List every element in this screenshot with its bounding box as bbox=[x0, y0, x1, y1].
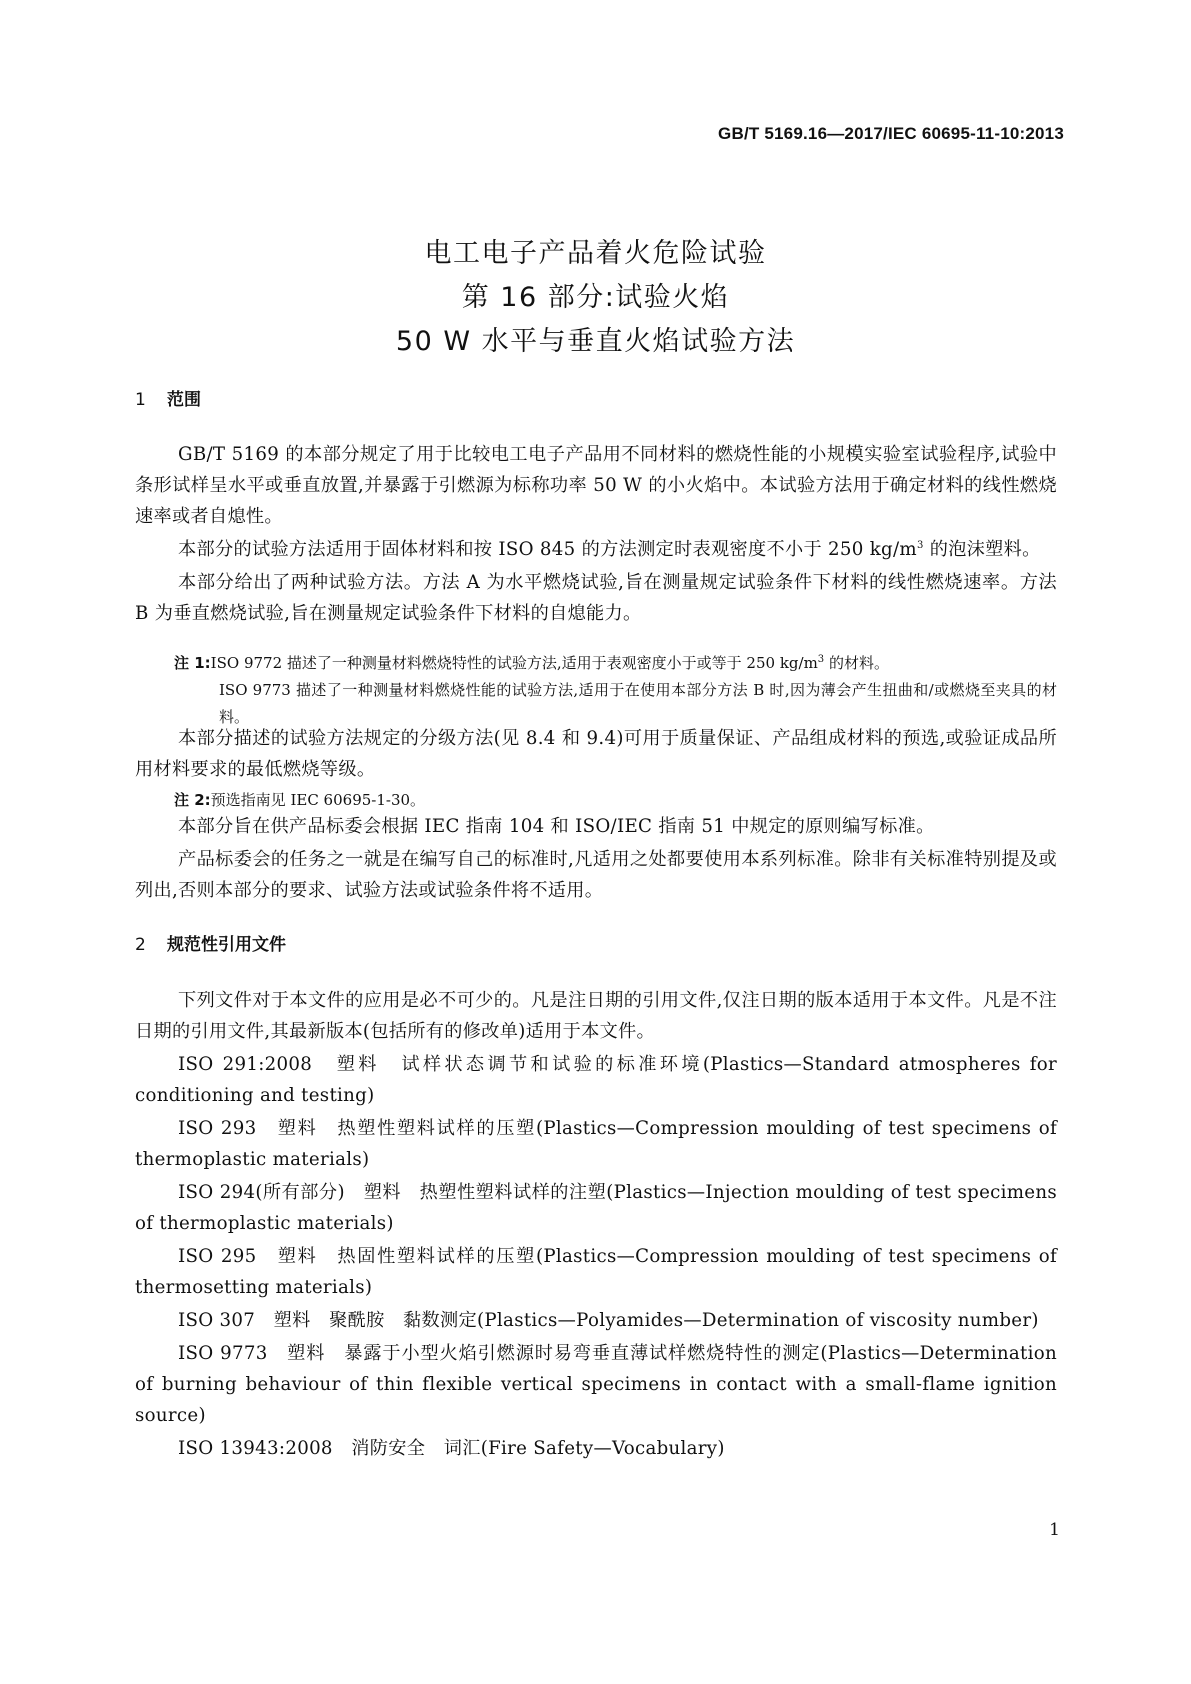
reference-item: ISO 9773 塑料 暴露于小型火焰引燃源时易弯垂直薄试样燃烧特性的测定(Plastics—Determination of burning behaviour of thin flexible vertical specimens in contact with a small-flame ignition source) bbox=[135, 1343, 1057, 1426]
scope-paragraph-2: 本部分的试验方法适用于固体材料和按 ISO 845 的方法测定时表观密度不小于 250 $kg/m^3$ 的泡沫塑料。 bbox=[178, 539, 1041, 560]
reference-item: ISO 13943:2008 消防安全 词汇(Fire Safety—Vocabulary) bbox=[178, 1438, 725, 1459]
note-2-text: 预选指南见 IEC 60695-1-30。 bbox=[210, 791, 426, 809]
scope-paragraph-4: 本部分描述的试验方法规定的分级方法(见 8.4 和 9.4)可用于质量保证、产品组成材料的预选,或验证成品所用材料要求的最低燃烧等级。 bbox=[135, 728, 1057, 780]
standard-number-header: GB/T 5169.16—2017/IEC 60695-11-10:2013 bbox=[718, 124, 1064, 143]
title-line-3: 50 W 水平与垂直火焰试验方法 bbox=[395, 326, 796, 357]
section-1-body-c bbox=[135, 811, 1057, 908]
page-number: 1 bbox=[1049, 1520, 1060, 1540]
section-2-body bbox=[135, 985, 1057, 1466]
reference-item: ISO 307 塑料 聚酰胺 黏数测定(Plastics—Polyamides—Determination of viscosity number) bbox=[178, 1310, 1039, 1331]
note-1-label: 注 1: bbox=[174, 654, 211, 672]
section-1-body-a bbox=[135, 439, 1057, 631]
section-2-number: 2 bbox=[135, 935, 146, 955]
title-line-2: 第 16 部分:试验火焰 bbox=[461, 282, 730, 313]
section-1-body-b bbox=[135, 723, 1057, 787]
reference-item: ISO 294(所有部分) 塑料 热塑性塑料试样的注塑(Plastics—Injection moulding of test specimens of thermoplastic materials) bbox=[135, 1182, 1057, 1234]
scope-paragraph-5: 本部分旨在供产品标委会根据 IEC 指南 104 和 ISO/IEC 指南 51 中规定的原则编写标准。 bbox=[178, 816, 935, 837]
scope-paragraph-6: 产品标委会的任务之一就是在编写自己的标准时,凡适用之处都要使用本系列标准。除非有关标准特别提及或列出,否则本部分的要求、试验方法或试验条件将不适用。 bbox=[135, 849, 1057, 901]
section-1-heading bbox=[135, 385, 201, 410]
note-2 bbox=[174, 787, 1057, 814]
title-line-1: 电工电子产品着火危险试验 bbox=[424, 238, 767, 269]
reference-item: ISO 291:2008 塑料 试样状态调节和试验的标准环境(Plastics—Standard atmospheres for conditioning and testing) bbox=[135, 1054, 1057, 1106]
section-2-heading bbox=[135, 930, 286, 955]
reference-item: ISO 295 塑料 热固性塑料试样的压塑(Plastics—Compression moulding of test specimens of thermosetting materials) bbox=[135, 1246, 1057, 1298]
scope-paragraph-3: 本部分给出了两种试验方法。方法 A 为水平燃烧试验,旨在测量规定试验条件下材料的线性燃烧速率。方法 B 为垂直燃烧试验,旨在测量规定试验条件下材料的自熄能力。 bbox=[135, 572, 1057, 624]
section-1-title: 范围 bbox=[167, 390, 201, 410]
reference-item: ISO 293 塑料 热塑性塑料试样的压塑(Plastics—Compression moulding of test specimens of thermoplastic materials) bbox=[135, 1118, 1057, 1170]
scope-paragraph-1: GB/T 5169 的本部分规定了用于比较电工电子产品用不同材料的燃烧性能的小规模实验室试验程序,试验中条形试样呈水平或垂直放置,并暴露于引燃源为标称功率 50 W 的小火焰中。本试验方法用于确定材料的线性燃烧速率或者自熄性。 bbox=[135, 444, 1057, 527]
note-2-label: 注 2: bbox=[174, 791, 211, 809]
section-1-number: 1 bbox=[135, 390, 146, 410]
document-title bbox=[0, 232, 1191, 364]
note-1 bbox=[174, 650, 1057, 731]
section-2-title: 规范性引用文件 bbox=[167, 935, 286, 955]
normative-intro: 下列文件对于本文件的应用是必不可少的。凡是注日期的引用文件,仅注日期的版本适用于本文件。凡是不注日期的引用文件,其最新版本(包括所有的修改单)适用于本文件。 bbox=[135, 990, 1057, 1042]
note-1-line-1: ISO 9772 描述了一种测量材料燃烧特性的试验方法,适用于表观密度小于或等于 250 $kg/m^3$ 的材料。 bbox=[210, 654, 889, 672]
note-1-line-2: ISO 9773 描述了一种测量材料燃烧性能的试验方法,适用于在使用本部分方法 B 时,因为薄会产生扭曲和/或燃烧至夹具的材料。 bbox=[219, 681, 1057, 726]
